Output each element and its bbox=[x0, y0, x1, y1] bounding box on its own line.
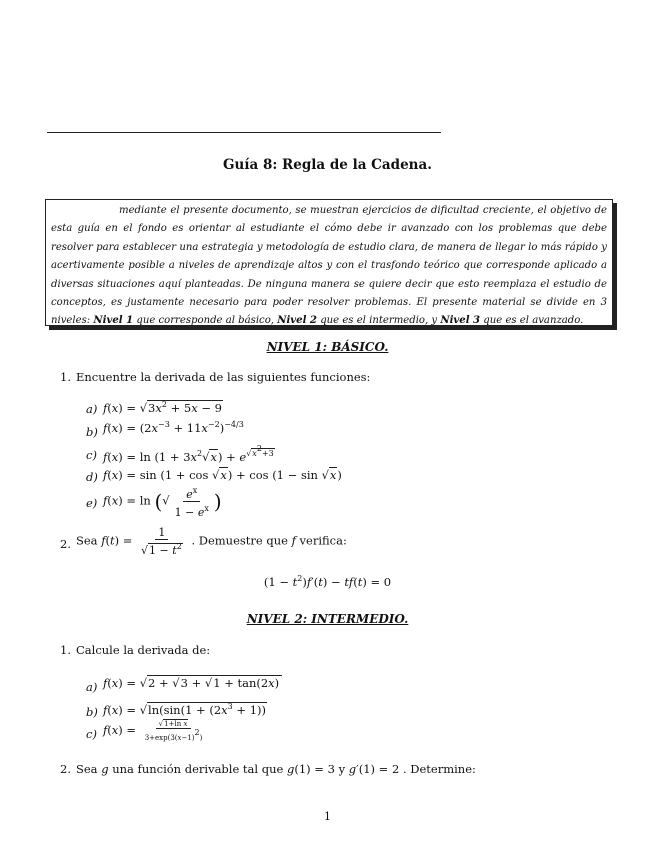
math-expression: $f(x) = (2x^{-3} + 11x^{-2})^{-4/3}$ bbox=[103, 420, 244, 435]
level2-heading: NIVEL 2: INTERMEDIO. bbox=[246, 612, 409, 626]
math-expression: f(x) = sin (1 + cos √x) + cos (1 − sin √x) bbox=[103, 468, 342, 482]
math-expression: f(x) = ln (√ $\frac{e^x}{1 - e^x}$ ) bbox=[103, 486, 222, 519]
math-expression: $f(x) = √\ln(\sin(1 + (2x^3 + 1))$ bbox=[103, 702, 266, 717]
intro-paragraph: mediante el presente documento, se muestran ejercicios de dificultad creciente, el objetivo de esta guía en el fondo es orientar al estudiante el cómo debe ir avanzado con los problemas que debe resolver para establecer una estrategia y metodología de estudio clara, de manera de llegar lo más rápido y acertivamente posible a niveles de aprendizaje altos y con el trasfondo teórico que corresponde aplicado a diversas situaciones aquí planteadas. De ninguna manera se quiere decir que esto reemplaza el estudio de conceptos, es justamente necesario para poder resolver problemas. El presente material se divide en 3 niveles: Nivel 1 que corresponde al básico, Nivel 2 que es el intermedio, y Nivel 3 que es el avanzado. bbox=[51, 205, 607, 327]
page-number: 1 bbox=[324, 810, 331, 823]
math-expression: f(x) = $\frac{\text{√1+ln x}}{3+\exp(3(x-1)^2)}$ bbox=[103, 720, 203, 742]
math-expression: $f(x) = \ln (1 + 3x^2√x) + e^{√x^2+3}$ bbox=[103, 444, 274, 464]
intro-box bbox=[45, 199, 613, 326]
page-title: Guía 8: Regla de la Cadena. bbox=[223, 157, 432, 173]
header-rule bbox=[47, 132, 441, 133]
math-expression: f(x) = √2 + √3 + √1 + tan(2x) bbox=[103, 676, 282, 690]
equation-display: $(1 - t^2)f'(t) - tf(t) = 0$ bbox=[263, 574, 392, 589]
math-expression: $f(x) = √3x^2 + 5x - 9$ bbox=[103, 400, 222, 415]
level1-heading: NIVEL 1: BÁSICO. bbox=[266, 340, 389, 354]
